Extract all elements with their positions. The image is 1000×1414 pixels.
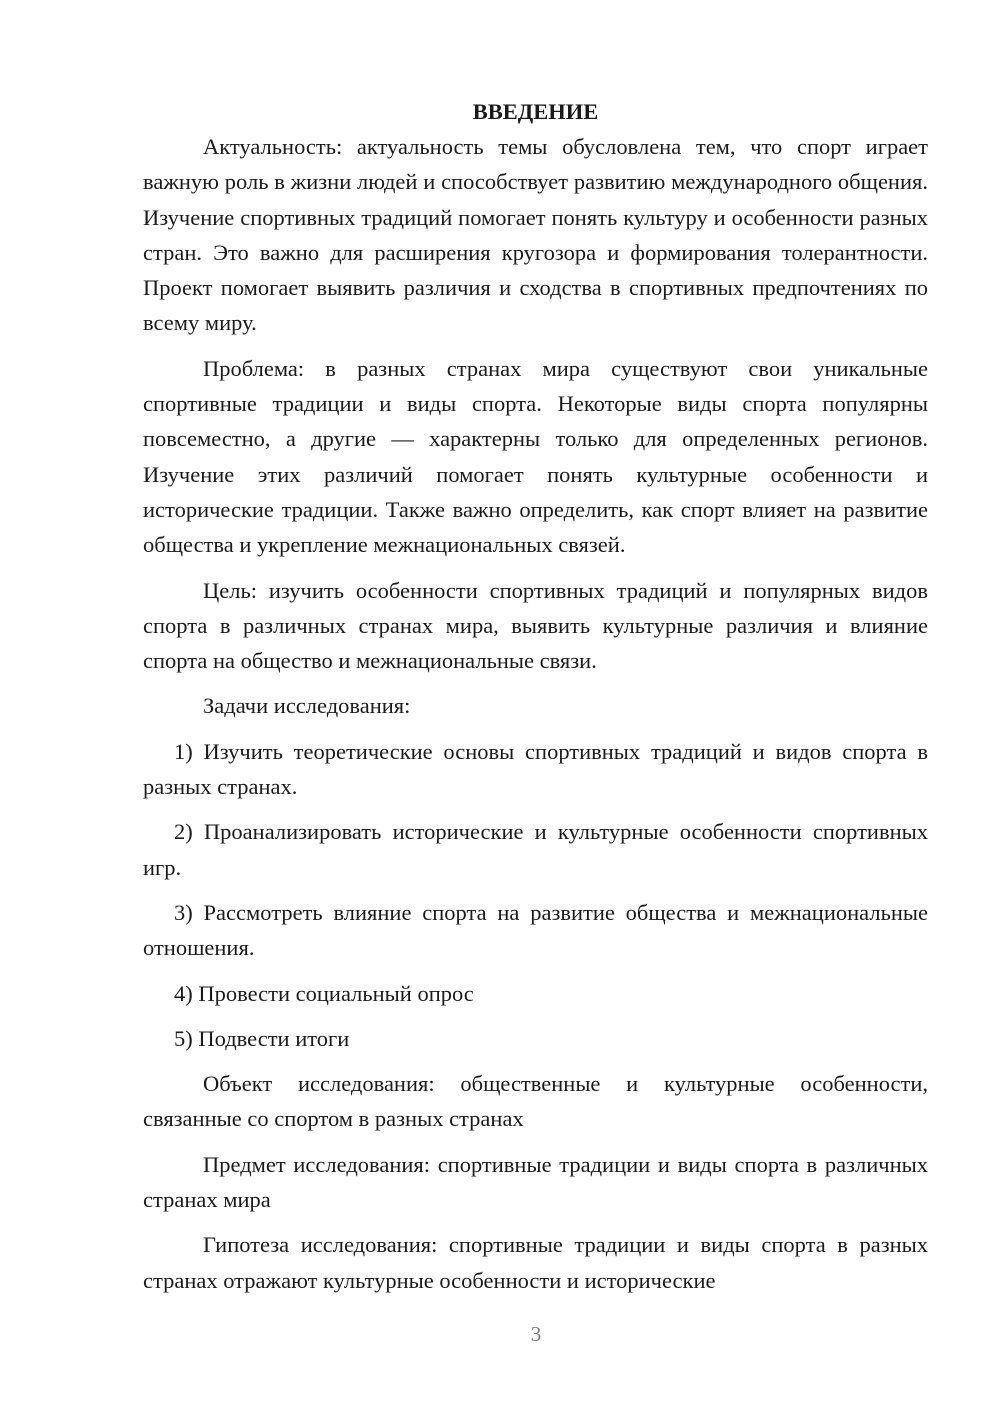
page-number: 3 — [530, 1322, 542, 1346]
goal-paragraph: Цель: изучить особенности спортивных традиций и популярных видов спорта в различных странах мира, выявить культурные различия и влияние спорта на общество и межнациональные связи. — [143, 577, 928, 674]
task-item: 5) Подвести итоги — [174, 1025, 350, 1051]
object-paragraph: Объект исследования: общественные и культурные особенности, связанные со спортом в разных странах — [143, 1071, 928, 1132]
task-item: 3) Рассмотреть влияние спорта на развитие общества и межнациональные отношения. — [143, 899, 928, 961]
hypothesis-paragraph: Гипотеза исследования: спортивные традиции и виды спорта в разных странах отражают культурные особенности и исторические — [143, 1232, 928, 1293]
section-title: ВВЕДЕНИЕ — [472, 99, 599, 124]
relevance-paragraph: Актуальность: актуальность темы обусловлена тем, что спорт играет важную роль в жизни людей и способствует развитию международного общения. Изучение спортивных традиций помогает понять культуру и особенности разных стран. Это важно для расширения кругозора и формирования толерантности. Проект помогает выявить различия и сходства в спортивных предпочтениях по всему миру. — [143, 134, 928, 336]
task-item: 1) Изучить теоретические основы спортивных традиций и видов спорта в разных странах. — [143, 738, 928, 800]
subject-paragraph: Предмет исследования: спортивные традиции и виды спорта в различных странах мира — [143, 1151, 928, 1213]
task-item: 2) Проанализировать исторические и культурные особенности спортивных игр. — [143, 819, 928, 880]
task-item: 4) Провести социальный опрос — [174, 980, 474, 1006]
tasks-heading: Задачи исследования: — [203, 693, 411, 719]
page-content — [143, 94, 928, 1298]
problem-paragraph: Проблема: в разных странах мира существуют свои уникальные спортивные традиции и виды спорта. Некоторые виды спорта популярны повсеместно, а другие — характерны только для определенных регионов. Изучение этих различий помогает понять культурные особенности и исторические традиции. Также важно определить, как спорт влияет на развитие общества и укрепление межнациональных связей. — [143, 355, 928, 558]
